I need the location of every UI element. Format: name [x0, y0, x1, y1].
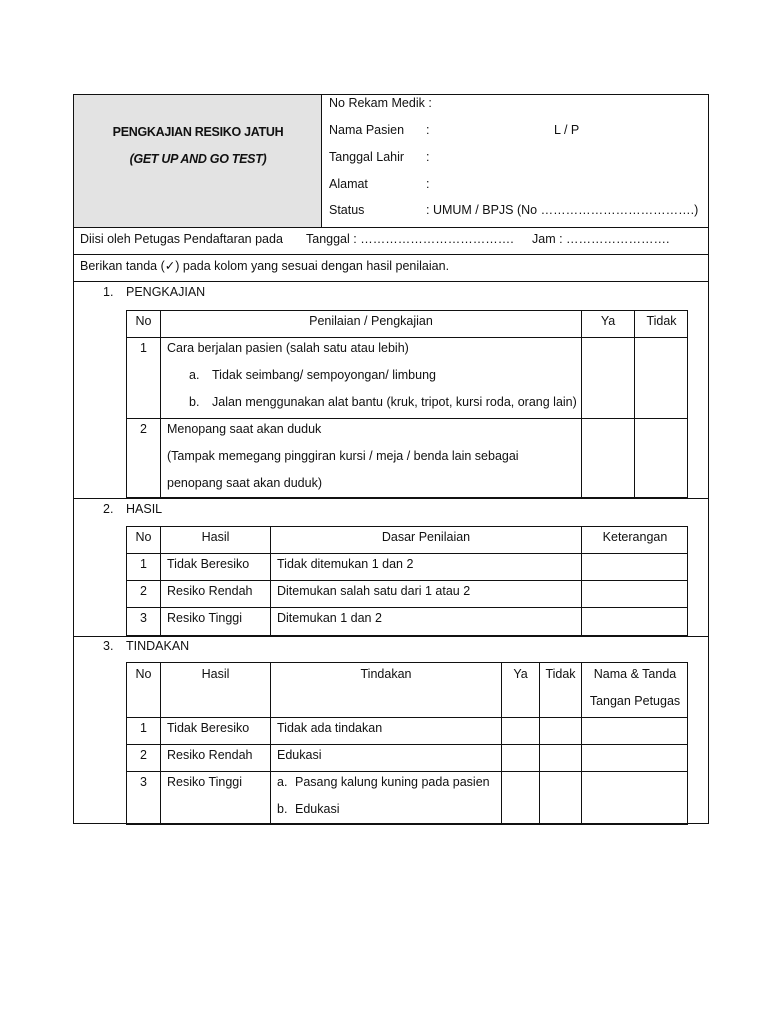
pengkajian-table: [126, 310, 688, 498]
nama-pasien-colon: :: [426, 123, 430, 137]
assessment-subitem: Jalan menggunakan alat bantu (kruk, tripot, kursi roda, orang lain): [212, 395, 577, 409]
table-header-tindakan: Tindakan: [360, 667, 412, 681]
row-number: 3: [140, 775, 147, 789]
hasil-table: [126, 526, 688, 636]
tanggal-lahir-label: Tanggal Lahir: [329, 150, 405, 164]
fall-risk-form: [73, 94, 709, 824]
tanggal-lahir-colon: :: [426, 150, 430, 164]
assessment-subitem: Tidak seimbang/ sempoyongan/ limbung: [212, 368, 436, 382]
form-subtitle: (GET UP AND GO TEST): [129, 152, 267, 166]
gender-field: L / P: [554, 123, 580, 137]
row-number: 3: [140, 611, 147, 625]
rekam-medik-label: No Rekam Medik :: [329, 96, 432, 110]
status-label: Status: [329, 203, 365, 217]
table-header-hasil: Hasil: [201, 667, 230, 681]
alamat-colon: :: [426, 177, 430, 191]
tindakan-table: [126, 662, 688, 825]
action-text: Tidak ada tindakan: [277, 721, 383, 735]
divider: [74, 498, 708, 499]
table-header-no: No: [135, 530, 152, 544]
table-header-keterangan: Keterangan: [602, 530, 668, 544]
action-text: Edukasi: [277, 748, 322, 762]
result-label: Resiko Rendah: [167, 584, 253, 598]
list-marker: b.: [277, 802, 288, 816]
row-number: 2: [140, 748, 147, 762]
divider: [74, 281, 708, 282]
section1-title: PENGKAJIAN: [126, 285, 206, 299]
row-number: 2: [140, 422, 147, 436]
table-header-dasar: Dasar Penilaian: [381, 530, 471, 544]
assessment-item-note: (Tampak memegang pinggiran kursi / meja / benda lain sebagai: [167, 449, 519, 463]
assessment-item: Menopang saat akan duduk: [167, 422, 322, 436]
result-basis: Tidak ditemukan 1 dan 2: [277, 557, 414, 571]
assessment-item-note: penopang saat akan duduk): [167, 476, 322, 490]
table-header-no: No: [135, 314, 152, 328]
action-text: Edukasi: [295, 802, 340, 816]
divider: [74, 227, 708, 228]
section2-number: 2.: [103, 502, 114, 516]
section2-title: HASIL: [126, 502, 163, 516]
action-text: Pasang kalung kuning pada pasien: [295, 775, 490, 789]
list-marker: b.: [189, 395, 200, 409]
result-label: Resiko Tinggi: [167, 611, 243, 625]
instruction-text: Berikan tanda (✓) pada kolom yang sesuai dengan hasil penilaian.: [80, 259, 450, 273]
status-value: : UMUM / BPJS (No ……………………………….): [426, 203, 699, 217]
table-header-nama: Nama & Tanda: [593, 667, 677, 681]
row-number: 1: [140, 721, 147, 735]
tanggal-field: Tanggal : ……………………………….: [306, 232, 514, 246]
form-title-box: [74, 95, 322, 227]
list-marker: a.: [277, 775, 288, 789]
result-label: Tidak Beresiko: [167, 721, 250, 735]
alamat-label: Alamat: [329, 177, 368, 191]
form-title: PENGKAJIAN RESIKO JATUH: [112, 125, 284, 139]
row-number: 1: [140, 341, 147, 355]
table-header-no: No: [135, 667, 152, 681]
list-marker: a.: [189, 368, 200, 382]
table-header-penilaian: Penilaian / Pengkajian: [309, 314, 433, 328]
table-header-ya: Ya: [600, 314, 616, 328]
result-label: Resiko Tinggi: [167, 775, 243, 789]
row-number: 2: [140, 584, 147, 598]
table-header-tanda-tangan: Tangan Petugas: [589, 694, 681, 708]
result-label: Resiko Rendah: [167, 748, 253, 762]
section3-number: 3.: [103, 639, 114, 653]
row-number: 1: [140, 557, 147, 571]
divider: [74, 636, 708, 637]
table-header-hasil: Hasil: [201, 530, 230, 544]
divider: [74, 254, 708, 255]
assessment-item: Cara berjalan pasien (salah satu atau lebih): [167, 341, 409, 355]
result-basis: Ditemukan salah satu dari 1 atau 2: [277, 584, 471, 598]
nama-pasien-label: Nama Pasien: [329, 123, 405, 137]
table-header-ya: Ya: [513, 667, 528, 681]
table-header-tidak: Tidak: [646, 314, 677, 328]
section1-number: 1.: [103, 285, 114, 299]
result-label: Tidak Beresiko: [167, 557, 250, 571]
filled-by-text: Diisi oleh Petugas Pendaftaran pada: [80, 232, 283, 246]
jam-field: Jam : …………………….: [532, 232, 670, 246]
table-header-tidak: Tidak: [545, 667, 576, 681]
result-basis: Ditemukan 1 dan 2: [277, 611, 382, 625]
section3-title: TINDAKAN: [126, 639, 190, 653]
